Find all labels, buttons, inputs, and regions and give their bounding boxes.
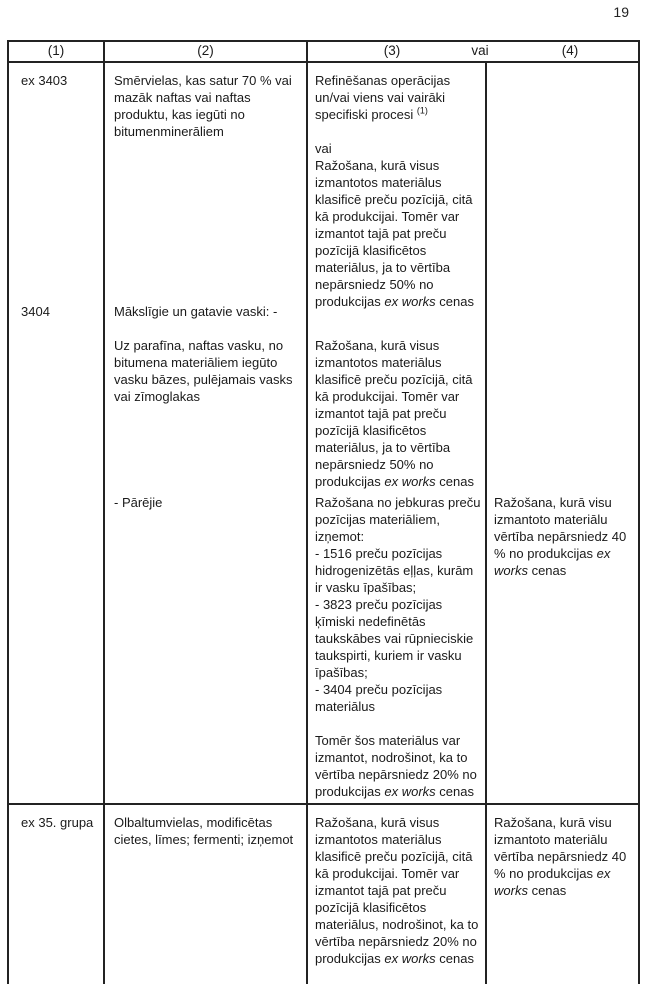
col4-alternative-cell — [487, 63, 642, 803]
header-col3-4 — [308, 42, 638, 61]
table-row-group-2 — [9, 803, 638, 984]
description-parejie: - Pārējie — [114, 495, 163, 510]
rules-of-origin-table — [7, 40, 640, 984]
header-col4: (4) — [561, 43, 579, 58]
header-col3: (3) — [383, 43, 401, 58]
col4-alternative-cell — [487, 805, 642, 984]
alt-working-parejie: Ražošana, kurā visu izmantoto materiālu vērtība nepārsniedz 40 % no produkcijas ex works cenas — [494, 495, 627, 578]
col2-description-cell — [105, 63, 308, 803]
working-ex3403: Refinēšanas operācijas un/vai viens vai vairāki specifiski procesi $^{(1)}$ vai Ražošana, kurā visus izmantotos materiālus klasificē preču pozīcijā, citā kā produkcijai. Tomēr var izmantot tajā pat preču pozīcijā klasificētos materiālus, ja to vērtība nepārsniedz 50% no produkcijas ex works cenas — [315, 73, 474, 309]
col2-description-cell — [105, 805, 308, 984]
header-col1: (1) — [9, 42, 105, 61]
working-3404: Ražošana, kurā visus izmantotos materiālus klasificē preču pozīcijā, citā kā produkcijai. Tomēr var izmantot tajā pat preču pozīcijā klasificētos materiālus, ja to vērtība nepārsniedz 50% no produkcijas ex works cenas — [315, 338, 474, 489]
header-col2: (2) — [105, 42, 308, 61]
col3-working-cell — [308, 805, 487, 984]
description-ex3403: Smērvielas, kas satur 70 % vai mazāk naftas vai naftas produktu, kas iegūti no bitumenminerāliem — [114, 73, 292, 139]
working-parejie: Ražošana no jebkuras preču pozīcijas materiāliem, izņemot: - 1516 preču pozīcijas hidrogenizētās eļļas, kurām ir vasku īpašības; - 3823 preču pozīcijas ķīmiski nedefinētās taukskābes vai rūpnieciskie taukspirti, kuriem ir vasku īpašības; - 3404 preču pozīcijas materiālus Tomēr šos materiālus var izmantot, nodrošinot, ka to vērtība nepārsniedz 20% no produkcijas ex works cenas — [315, 495, 481, 799]
working-ex35grupa: Ražošana, kurā visus izmantotos materiālus klasificē preču pozīcijā, citā kā produkcijai. Tomēr var izmantot tajā pat preču pozīcijā klasificētos materiālus, nodrošinot, ka to vērtība nepārsniedz 20% no produkcijas ex works cenas — [315, 815, 479, 966]
col3-working-cell — [308, 63, 487, 803]
col1-heading-numbers-cell — [9, 63, 105, 803]
heading-no-3404: 3404 — [21, 304, 50, 319]
header-vai: vai — [471, 43, 489, 58]
description-3404: Mākslīgie un gatavie vaski: - Uz parafīna, naftas vasku, no bitumena materiāliem iegūto vasku bāzes, pulējamais vasks vai zīmoglakas — [114, 304, 293, 404]
description-ex35grupa: Olbaltumvielas, modificētas cietes, līmes; fermenti; izņemot — [114, 815, 294, 847]
page-number: 19 — [613, 4, 629, 20]
heading-no-ex35grupa: ex 35. grupa — [21, 815, 94, 830]
table-header-row — [9, 42, 638, 63]
heading-no-ex3403: ex 3403 — [21, 73, 68, 88]
col1-heading-numbers-cell — [9, 805, 105, 984]
table-row-group-1 — [9, 63, 638, 803]
alt-working-ex35grupa: Ražošana, kurā visu izmantoto materiālu vērtība nepārsniedz 40 % no produkcijas ex works cenas — [494, 815, 627, 898]
